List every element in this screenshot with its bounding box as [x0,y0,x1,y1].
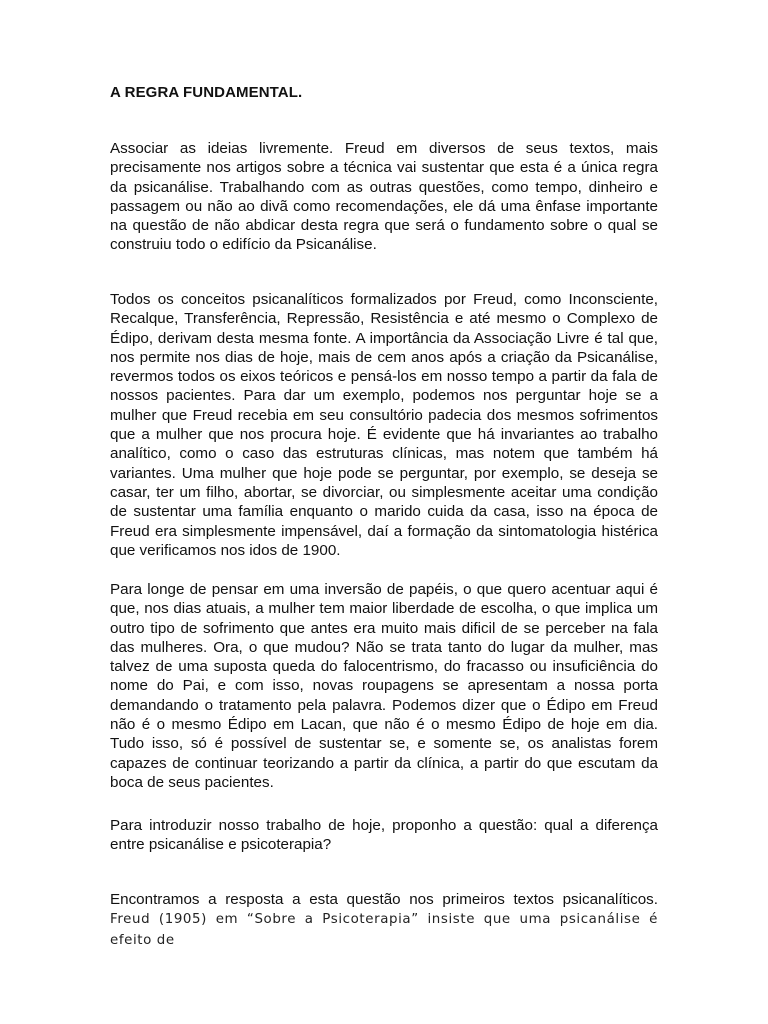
paragraph-5-line-1: Encontramos a resposta a esta questão nos primeiros textos psicanalíticos. [110,891,658,908]
paragraph-2: Todos os conceitos psicanalíticos formalizados por Freud, como Inconsciente, Recalque, Transferência, Repressão, Resistência e até mesmo o Complexo de Édipo, derivam desta mesma fonte. A importância da Associação Livre é tal que, nos permite nos dias de hoje, mais de cem anos após a criação da Psicanálise, revermos todos os eixos teóricos e pensá-los em nosso tempo a partir da fala de nossos pacientes. Para dar um exemplo, podemos nos perguntar hoje se a mulher que Freud recebia em seu consultório padecia dos mesmos sofrimentos que a mulher que nos procura hoje. É evidente que há invariantes ao trabalho analítico, como o caso das estruturas clínicas, mas notem que também há variantes. Uma mulher que hoje pode se perguntar, por exemplo, se deseja se casar, ter um filho, abortar, se divorciar, ou simplesmente aceitar uma condição de sustentar uma família enquanto o marido cuida da casa, isso na época de Freud era simplesmente impensável, daí a formação da sintomatologia histérica que verificamos nos idos de 1900. [110,291,658,559]
document-title: A REGRA FUNDAMENTAL. [110,84,303,101]
paragraph-1: Associar as ideias livremente. Freud em diversos de seus textos, mais precisamente nos artigos sobre a técnica vai sustentar que esta é a única regra da psicanálise. Trabalhando com as outras questões, como tempo, dinheiro e passagem ou não ao divã como recomendações, ele dá uma ênfase importante na questão de não abdicar desta regra que será o fundamento sobre o qual se construiu todo o edifício da Psicanálise. [110,140,658,254]
paragraph-5-line-2: Freud (1905) em “Sobre a Psicoterapia” insiste que uma psicanálise é efeito de [110,912,658,948]
paragraph-3: Para longe de pensar em uma inversão de papéis, o que quero acentuar aqui é que, nos dias atuais, a mulher tem maior liberdade de escolha, o que implica um outro tipo de sofrimento que antes era muito mais dificil de se perceber na fala das mulheres. Ora, o que mudou? Não se trata tanto do lugar da mulher, mas talvez de uma suposta queda do falocentrismo, do fracasso ou insuficiência do nome do Pai, e com isso, novas roupagens se apresentam a nossa porta demandando o tratamento pela palavra. Podemos dizer que o Édipo em Freud não é o mesmo Édipo em Lacan, que não é o mesmo Édipo de hoje em dia. Tudo isso, só é possível de sustentar se, e somente se, os analistas forem capazes de continuar teorizando a partir da clínica, a partir do que escutam da boca de seus pacientes. [110,581,658,791]
paragraph-5 [110,890,658,950]
paragraph-4: Para introduzir nosso trabalho de hoje, proponho a questão: qual a diferença entre psicanálise e psicoterapia? [110,817,658,854]
